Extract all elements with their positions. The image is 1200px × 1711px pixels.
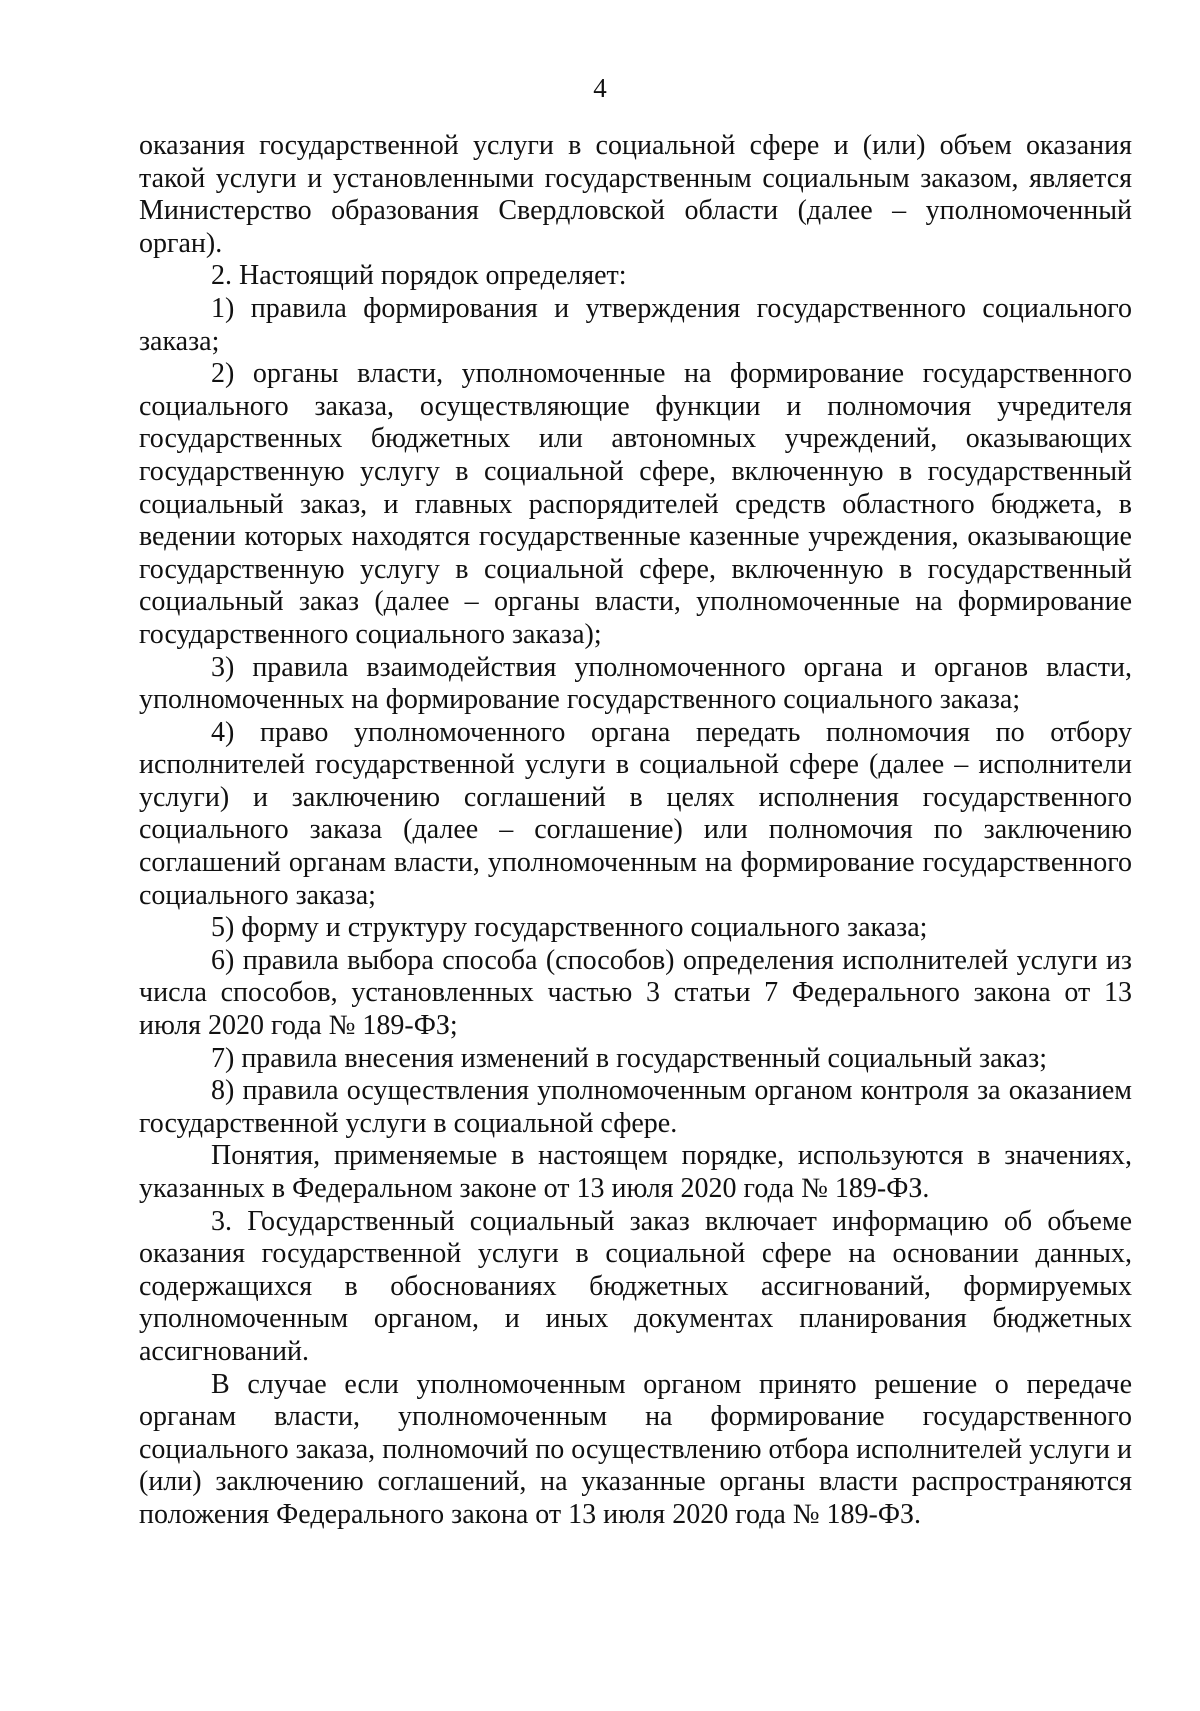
paragraph-intro-continuation: оказания государственной услуги в социальной сфере и (или) объем оказания такой услуги и установленными государственным социальным заказом, является Министерство образования Свердловской области (далее – уполномоченный орган). xyxy=(139,130,1132,259)
list-item-4: 4) право уполномоченного органа передать полномочия по отбору исполнителей государственной услуги в социальной сфере (далее – исполнители услуги) и заключению соглашений в целях исполнения государственного социального заказа (далее – соглашение) или полномочия по заключению соглашений органам власти, уполномоченным на формирование государственного социального заказа; xyxy=(139,716,1132,911)
paragraph-delegation: В случае если уполномоченным органом принято решение о передаче органам власти, уполномоченным на формирование государственного социального заказа, полномочий по осуществлению отбора исполнителей услуги и (или) заключению соглашений, на указанные органы власти распространяются положения Федерального закона от 13 июля 2020 года № 189-ФЗ. xyxy=(139,1368,1132,1530)
list-item-8: 8) правила осуществления уполномоченным органом контроля за оказанием государственной услуги в социальной сфере. xyxy=(139,1075,1132,1139)
list-item-2: 2) органы власти, уполномоченные на формирование государственного социального заказа, осуществляющие функции и полномочия учредителя государственных бюджетных или автономных учреждений, оказывающих государственную услугу в социальной сфере, включенную в государственный социальный заказ, и главных распорядителей средств областного бюджета, в ведении которых находятся государственные казенные учреждения, оказывающие государственную услугу в социальной сфере, включенную в государственный социальный заказ (далее – органы власти, уполномоченные на формирование государственного социального заказа); xyxy=(139,358,1132,650)
paragraph-definitions: Понятия, применяемые в настоящем порядке, используются в значениях, указанных в Федеральном законе от 13 июля 2020 года № 189-ФЗ. xyxy=(139,1140,1132,1204)
document-body xyxy=(139,130,1132,1532)
list-item-6: 6) правила выбора способа (способов) определения исполнителей услуги из числа способов, установленных частью 3 статьи 7 Федерального закона от 13 июля 2020 года № 189-ФЗ; xyxy=(139,944,1132,1042)
page-number: 4 xyxy=(593,73,607,103)
paragraph-section-3: 3. Государственный социальный заказ включает информацию об объеме оказания государственной услуги в социальной сфере на основании данных, содержащихся в обоснованиях бюджетных ассигнований, формируемых уполномоченным органом, и иных документах планирования бюджетных ассигнований. xyxy=(139,1205,1132,1367)
list-item-3: 3) правила взаимодействия уполномоченного органа и органов власти, уполномоченных на формирование государственного социального заказа; xyxy=(139,651,1132,716)
list-item-7: 7) правила внесения изменений в государственный социальный заказ; xyxy=(211,1042,1047,1074)
list-item-1: 1) правила формирования и утверждения государственного социального заказа; xyxy=(139,292,1132,357)
paragraph-section-2-heading: 2. Настоящий порядок определяет: xyxy=(211,260,627,292)
list-item-5: 5) форму и структуру государственного социального заказа; xyxy=(211,912,928,944)
